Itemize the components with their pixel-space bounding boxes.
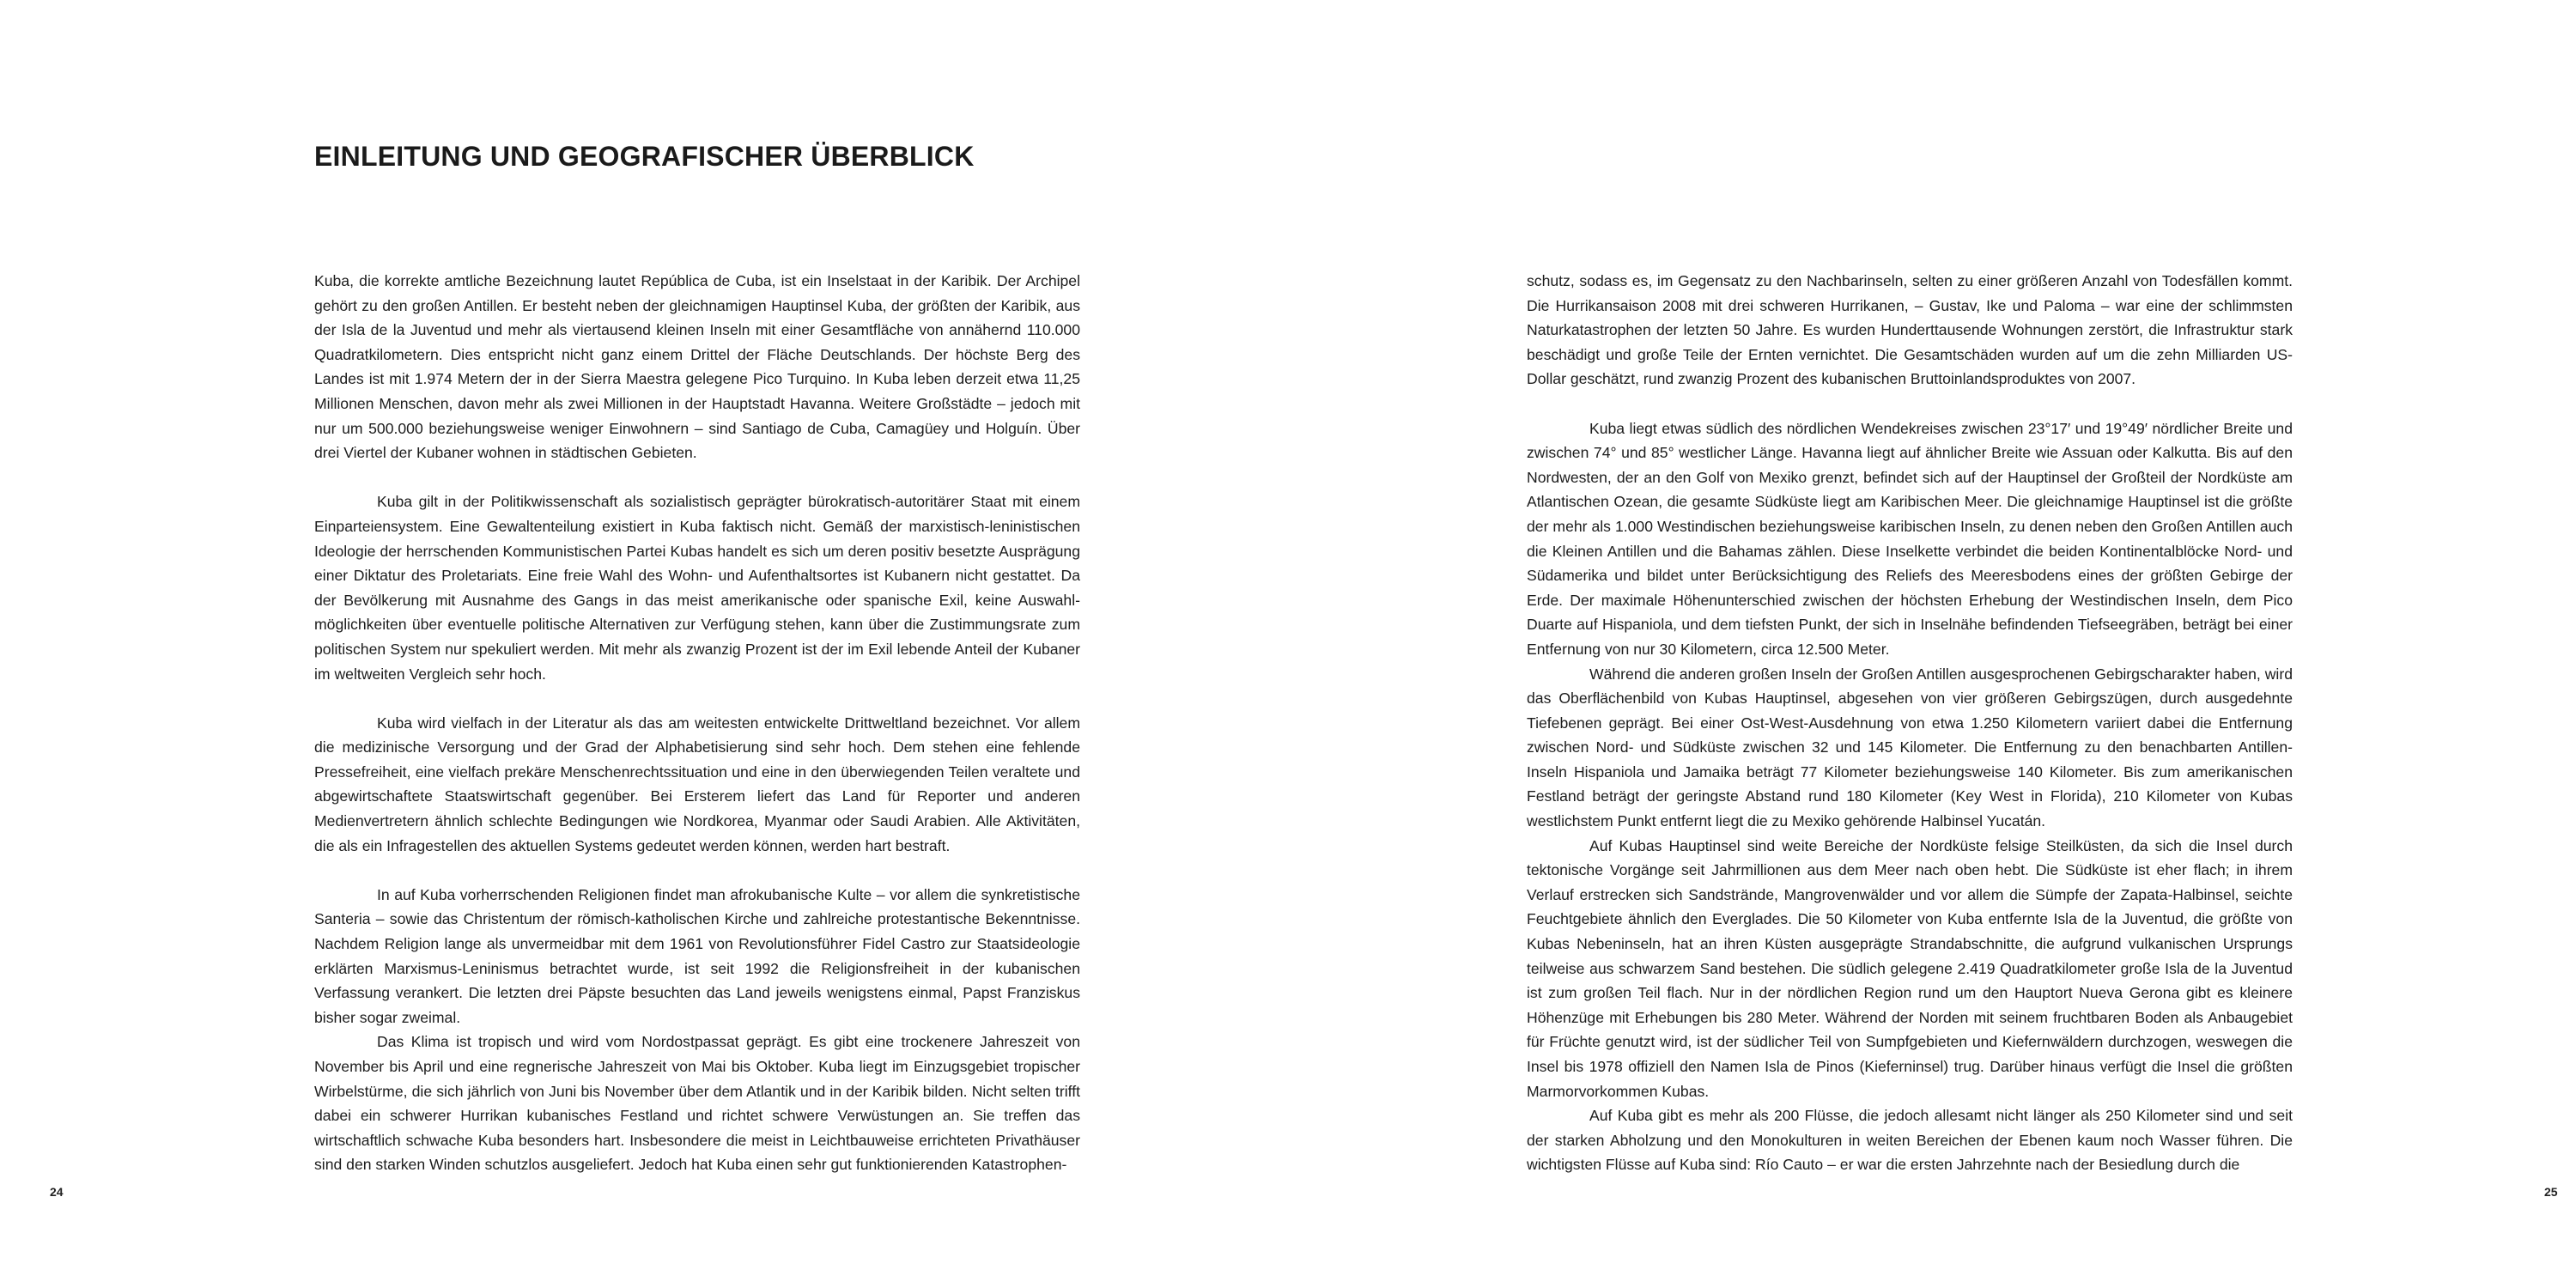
- paragraph: Auf Kuba gibt es mehr als 200 Flüsse, die jedoch allesamt nicht länger als 250 Kilometer sind und seit der starken Abholzung und den Monokulturen in weiten Bereichen der Ebenen kaum noch Wasser führen. Die wichtigsten Flüsse auf Kuba sind: Río Cauto – er war die ersten Jahrzehnte nach der Besiedlung durch die: [1527, 1107, 2293, 1174]
- page-number: 24: [50, 1185, 64, 1199]
- left-text-column: [314, 269, 1080, 1177]
- paragraph: Auf Kubas Hauptinsel sind weite Bereiche der Nordküste felsige Steilküsten, da sich die Insel durch tektonische Vorgänge seit Jahrmillionen aus dem Meer nach oben hebt. Die Südküste ist eher flach; in ihrem Verlauf erstrecken sich Sandstrände, Mangrovenwälder und vor allem die Sümpfe der Zapata-Halbinsel, seichte Feuchtgebiete ähnlich den Everglades. Die 50 Kilometer von Kuba entfernte Isla de la Juventud, die größte von Kubas Nebeninseln, hat an ihren Küsten ausgeprägte Strandabschnitte, die aufgrund vulkanischen Ursprungs teilweise aus schwarzem Sand bestehen. Die südlich gelegene 2.419 Quadratkilometer große Isla de la Juventud ist zum großen Teil flach. Nur in der nördlichen Region rund um den Hauptort Nueva Gerona gibt es kleinere Höhenzüge mit Erhebungen bis 280 Meter. Während der Norden mit seinem fruchtbaren Boden als Anbaugebiet für Früchte genutzt wird, ist der südlicher Teil von Sumpfgebieten und Kiefernwäldern durchzogen, weswegen die Insel bis 1978 offiziell den Namen Isla de Pinos (Kieferninsel) trug. Darüber hinaus verfügt die Insel die größten Marmorvorkommen Kubas.: [1527, 836, 2293, 1100]
- right-page: [1288, 0, 2576, 1288]
- paragraph: In auf Kuba vorherrschenden Religionen findet man afrokubanische Kulte – vor allem die synkretistische Santeria – sowie das Christentum der römisch-katholischen Kirche und zahlreiche protestantische Bekenntnisse. Nachdem Religion lange als unvermeidbar mit dem 1961 von Revolutionsführer Fidel Castro zur Staatsideologie erklärten Marxismus-Leninismus betrachtet wurde, ist seit 1992 die Religionsfreiheit in der kubanischen Verfassung verankert. Die letzten drei Päpste besuchten das Land jeweils wenigstens einmal, Papst Franziskus bisher sogar zweimal.: [314, 885, 1080, 1026]
- paragraph: Das Klima ist tropisch und wird vom Nordostpassat geprägt. Es gibt eine trockenere Jahreszeit von November bis April und eine regnerische Jahreszeit von Mai bis Oktober. Kuba liegt im Einzugsgebiet tropischer Wirbelstürme, die sich jährlich von Juni bis November über dem Atlantik und in der Karibik bilden. Nicht selten trifft dabei ein schwerer Hurrikan kubanisches Festland und richtet schwere Verwüstungen an. Sie treffen das wirtschaftlich schwache Kuba besonders hart. Insbesondere die meist in Leichtbauweise errichteten Privathäuser sind den starken Winden schutzlos ausgeliefert. Jedoch hat Kuba einen sehr gut funktionierenden Katastrophen-: [314, 1033, 1080, 1174]
- paragraph: Während die anderen großen Inseln der Großen Antillen ausgesprochenen Gebirgscharakter haben, wird das Oberflächenbild von Kubas Hauptinsel, abgesehen von vier größeren Gebirgszügen, durch ausgedehnte Tiefebenen geprägt. Bei einer Ost-West-Ausdehnung von etwa 1.250 Kilometern variiert dabei die Entfernung zwischen Nord- und Südküste zwischen 32 und 145 Kilometer. Die Entfernung zu den benachbarten Antillen-Inseln Hispaniola und Jamaika beträgt 77 Kilometer beziehungsweise 140 Kilometer. Bis zum amerikanischen Festland beträgt der geringste Abstand rund 180 Kilometer (Key West in Florida), 210 Kilometer von Kubas westlichstem Punkt entfernt liegt die zu Mexiko gehörende Halbinsel Yucatán.: [1527, 665, 2293, 830]
- right-text-column: [1527, 269, 2293, 1177]
- page-number: 25: [2544, 1185, 2558, 1199]
- chapter-heading: EINLEITUNG UND GEOGRAFISCHER ÜBERBLICK: [314, 141, 975, 172]
- paragraph: schutz, sodass es, im Gegensatz zu den Nachbarinseln, selten zu einer größeren Anzahl von Todesfällen kommt. Die Hurrikansaison 2008 mit drei schweren Hurrikanen, – Gustav, Ike und Paloma – war eine der schlimmsten Naturkatastrophen der letzten 50 Jahre. Es wurden Hunderttausende Wohnungen zerstört, die Infrastruktur stark beschädigt und große Teile der Ernten vernichtet. Die Gesamtschäden wurden auf um die zehn Milliarden US-Dollar geschätzt, rund zwanzig Prozent des kubanischen Bruttoinlandsproduktes von 2007.: [1527, 272, 2293, 388]
- paragraph: Kuba liegt etwas südlich des nördlichen Wendekreises zwischen 23°17′ und 19°49′ nördlicher Breite und zwischen 74° und 85° westlicher Länge. Havanna liegt auf ähnlicher Breite wie Assuan oder Kalkutta. Bis auf den Nordwesten, der an den Golf von Mexiko grenzt, befindet sich auf der Hauptinsel der Großteil der Nordküste am Atlantischen Ozean, die gesamte Südküste liegt am Karibischen Meer. Die gleichnamige Hauptinsel ist die größte der mehr als 1.000 Westindischen beziehungsweise karibischen Inseln, zu denen neben den Großen Antillen auch die Kleinen Antillen und die Bahamas zählen. Diese Inselkette verbindet die beiden Kontinentalblöcke Nord- und Südamerika und bildet unter Berücksichtigung des Reliefs des Meeresbodens eines der größten Gebirge der Erde. Der maximale Höhenunterschied zwischen der höchsten Erhebung der Westindischen Inseln, dem Pico Duarte auf Hispaniola, und dem tiefsten Punkt, der sich in Inselnähe befindenden Tiefseegräben, beträgt bei einer Entfernung von nur 30 Kilometern, circa 12.500 Meter.: [1527, 419, 2293, 658]
- paragraph: Kuba, die korrekte amtliche Bezeichnung lautet República de Cuba, ist ein Inselstaat in der Karibik. Der Archipel gehört zu den großen Antillen. Er besteht neben der gleichnamigen Hauptinsel Kuba, der größten der Karibik, aus der Isla de la Juventud und mehr als viertausend kleinen Inseln mit einer Gesamtfläche von annähernd 110.000 Quadratkilometern. Dies entspricht nicht ganz einem Drittel der Fläche Deutschlands. Der höchste Berg des Landes ist mit 1.974 Metern der in der Sierra Maestra gelegene Pico Turquino. In Kuba leben derzeit etwa 11,25 Millionen Menschen, davon mehr als zwei Millionen in der Hauptstadt Havanna. Weitere Großstädte – jedoch mit nur um 500.000 beziehungsweise weniger Einwohnern – sind Santiago de Cuba, Camagüey und Holguín. Über drei Viertel der Kubaner wohnen in städtischen Gebieten.: [314, 272, 1080, 462]
- paragraph: Kuba gilt in der Politikwissenschaft als sozialistisch geprägter bürokratisch-autoritärer Staat mit einem Einparteiensystem. Eine Gewaltenteilung existiert in Kuba faktisch nicht. Gemäß der marxistisch-leninistischen Ideologie der herrschenden Kommunistischen Partei Kubas handelt es sich um deren positiv besetzte Ausprägung einer Diktatur des Proletariats. Eine freie Wahl des Wohn- und Aufenthaltsortes ist Kubanern nicht gestattet. Da der Bevölkerung mit Ausnahme des Gangs in das meist amerikanische oder spanische Exil, keine Auswahlmöglichkeiten über eventuelle politische Alternativen zur Verfügung stehen, kann über die Zustimmungsrate zum politischen System nur spekuliert werden. Mit mehr als zwanzig Prozent ist der im Exil lebende Anteil der Kubaner im weltweiten Vergleich sehr hoch.: [314, 493, 1080, 683]
- paragraph: Kuba wird vielfach in der Literatur als das am weitesten entwickelte Drittweltland bezeichnet. Vor allem die medizinische Versorgung und der Grad der Alphabetisierung sind sehr hoch. Dem stehen eine fehlende Pressefreiheit, eine vielfach prekäre Menschenrechtssituation und eine in den überwiegenden Teilen veraltete und abgewirtschaftete Staatswirtschaft gegenüber. Bei Ersterem liefert das Land für Reporter und anderen Medienvertretern ähnlich schlechte Bedingungen wie Nordkorea, Myanmar oder Saudi Arabien. Alle Aktivitäten, die als ein Infragestellen des aktuellen Systems gedeutet werden können, werden hart bestraft.: [314, 714, 1080, 854]
